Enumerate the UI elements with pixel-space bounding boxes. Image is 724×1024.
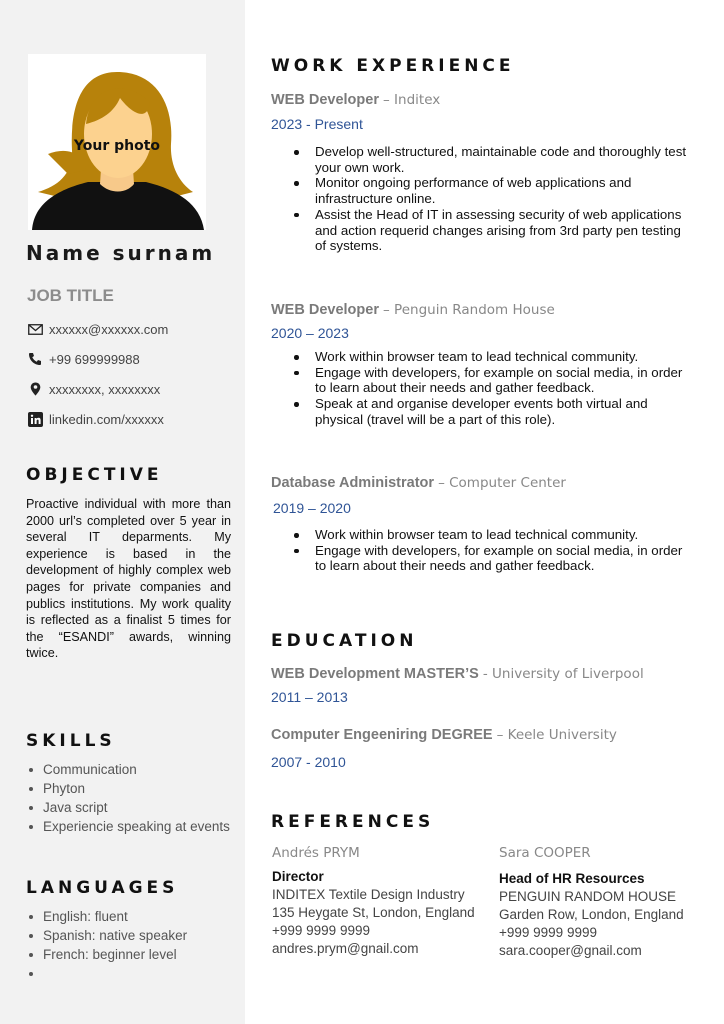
contact-linkedin-text: linkedin.com/xxxxxx — [49, 411, 164, 427]
location-pin-icon — [27, 381, 43, 397]
reference-phone: +999 9999 9999 — [499, 925, 597, 940]
reference-address: 135 Heygate St, London, England — [272, 905, 475, 920]
reference-details — [272, 868, 475, 958]
list-item: Develop well-structured, maintainable code and thoroughly test your own work. — [290, 144, 695, 175]
objective-text: Proactive individual with more than 2000 url’s completed over 5 year in several IT deparments. My experience is based in the development of highly complex web pages for private companies and publics institutions. My work quality is reflected as a finalist 5 times for the “ESANDI” awards, winning twice. — [26, 497, 231, 661]
job-company: – Penguin Random House — [383, 302, 555, 318]
contact-email-text: xxxxxx@xxxxxx.com — [49, 321, 169, 337]
references-heading: REFERENCES — [271, 812, 435, 832]
profile-photo — [28, 54, 206, 230]
education-entry — [271, 666, 644, 682]
school-name: – Keele University — [496, 727, 617, 743]
reference-company: INDITEX Textile Design Industry — [272, 887, 465, 902]
list-item: French: beginner level — [26, 945, 187, 964]
objective-heading: OBJECTIVE — [26, 465, 163, 485]
contact-phone[interactable] — [27, 351, 140, 367]
languages-list — [26, 907, 187, 983]
list-item: Engage with developers, for example on social media, in order to learn about their needs and gather feedback. — [290, 543, 695, 574]
job-title: WEB Developer — [271, 92, 379, 108]
education-dates: 2011 – 2013 — [271, 689, 348, 705]
job-header — [271, 475, 566, 491]
job-header — [271, 302, 555, 318]
reference-details — [499, 870, 684, 960]
languages-heading: LANGUAGES — [26, 878, 179, 898]
contact-linkedin[interactable] — [27, 411, 164, 427]
education-heading: EDUCATION — [271, 631, 418, 651]
list-item: Work within browser team to lead technical community. — [290, 349, 695, 365]
contact-location — [27, 381, 160, 397]
job-tasks — [290, 349, 695, 428]
education-entry — [271, 727, 617, 743]
reference-email[interactable]: andres.prym@gnail.com — [272, 941, 419, 956]
list-item: Monitor ongoing performance of web applications and infrastructure online. — [290, 175, 695, 206]
reference-address: Garden Row, London, England — [499, 907, 684, 922]
list-item: English: fluent — [26, 907, 187, 926]
job-title: WEB Developer — [271, 302, 379, 318]
reference-role: Head of HR Resources — [499, 871, 645, 886]
list-item: Phyton — [26, 779, 230, 798]
linkedin-icon — [27, 411, 43, 427]
photo-placeholder-label: Your photo — [73, 138, 161, 154]
education-dates: 2007 - 2010 — [271, 754, 346, 770]
list-item: Assist the Head of IT in assessing security of web applications and action requerid changes arising from 3rd party pen testing of systems. — [290, 207, 695, 254]
reference-email[interactable]: sara.cooper@gnail.com — [499, 943, 642, 958]
degree-title: WEB Development MASTER’S — [271, 666, 479, 682]
reference-phone: +999 9999 9999 — [272, 923, 370, 938]
contact-phone-text: +99 699999988 — [49, 351, 140, 367]
envelope-icon — [27, 321, 43, 337]
job-tasks — [290, 527, 695, 574]
candidate-name: Name surnam — [26, 241, 216, 265]
work-experience-heading: WORK EXPERIENCE — [271, 56, 515, 76]
school-name: - University of Liverpool — [482, 666, 644, 682]
list-item: Java script — [26, 798, 230, 817]
list-item: Spanish: native speaker — [26, 926, 187, 945]
job-tasks — [290, 144, 695, 254]
degree-title: Computer Engeeniring DEGREE — [271, 727, 493, 743]
job-dates: 2019 – 2020 — [273, 500, 351, 516]
list-item: Experiencie speaking at events — [26, 817, 230, 836]
job-company: – Inditex — [383, 92, 441, 108]
phone-icon — [27, 351, 43, 367]
reference-company: PENGUIN RANDOM HOUSE — [499, 889, 677, 904]
job-company: – Computer Center — [438, 475, 566, 491]
list-item: Work within browser team to lead technical community. — [290, 527, 695, 543]
list-item: Communication — [26, 760, 230, 779]
skills-heading: SKILLS — [26, 731, 116, 751]
list-item: Engage with developers, for example on social media, in order to learn about their needs and gather feedback. — [290, 365, 695, 396]
reference-name: Sara COOPER — [499, 845, 591, 861]
job-dates: 2023 - Present — [271, 116, 363, 132]
job-header — [271, 92, 440, 108]
contact-email[interactable] — [27, 321, 168, 337]
job-title: JOB TITLE — [27, 286, 114, 305]
reference-role: Director — [272, 869, 324, 884]
list-item: Speak at and organise developer events both virtual and physical (travel will be a part of this role). — [290, 396, 695, 427]
list-item — [26, 964, 187, 983]
job-title: Database Administrator — [271, 475, 435, 491]
job-dates: 2020 – 2023 — [271, 325, 349, 341]
skills-list — [26, 760, 230, 836]
contact-location-text: xxxxxxxx, xxxxxxxx — [49, 381, 161, 397]
reference-name: Andrés PRYM — [272, 845, 360, 861]
